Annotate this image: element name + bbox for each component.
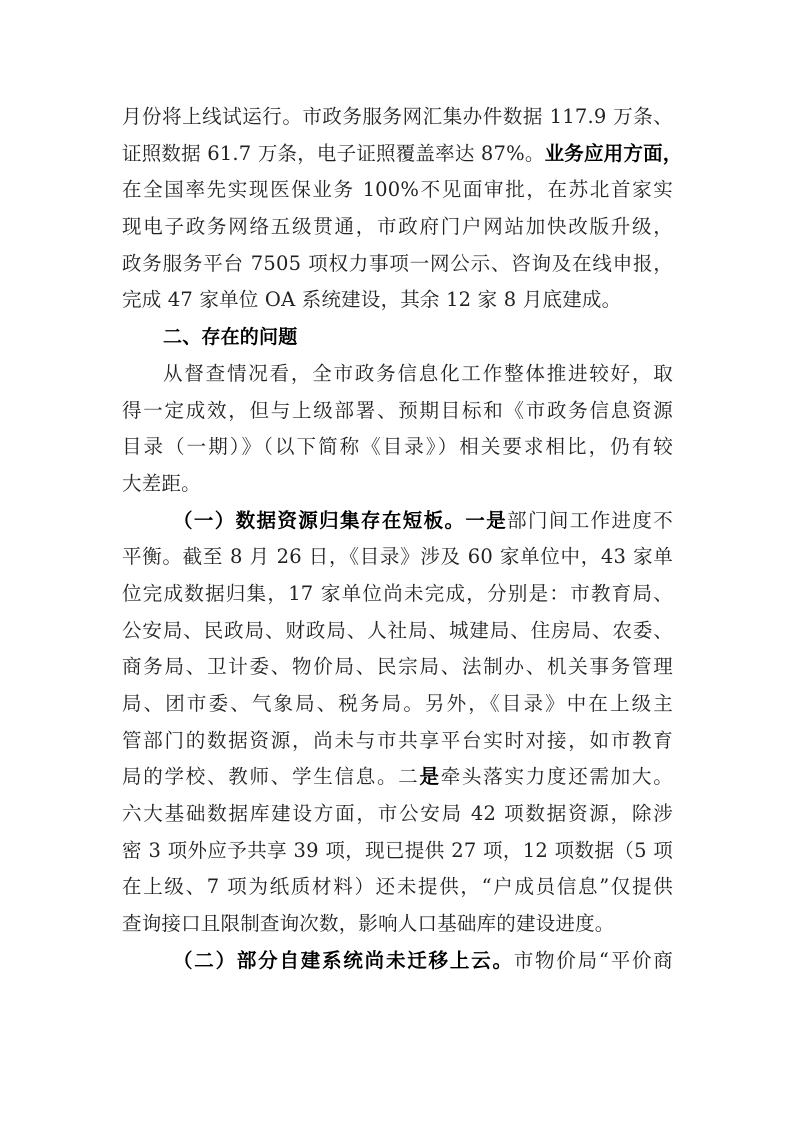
text-line: 管部门的数据资源，尚未与市共享平台实时对接，如市教育 [122, 728, 673, 752]
document-page [122, 99, 683, 980]
text-line: 政务服务平台 7505 项权力事项一网公示、咨询及在线申报， [122, 251, 673, 275]
subsection-title: （二）部分自建系统尚未迁移上云。 [173, 948, 514, 972]
text-line: 从督查情况看，全市政务信息化工作整体推进较好，取 [163, 361, 673, 385]
subsection-heading-line: （一）数据资源归集存在短板。一是部门间工作进度不 [173, 508, 673, 532]
text-line: 密 3 项外应予共享 39 项，现已提供 27 项，12 项数据（5 项 [122, 838, 673, 862]
text-line: 目录（一期）》（以下简称《目录》）相关要求相比，仍有较 [122, 435, 673, 459]
section-heading: 二、存在的问题 [163, 326, 298, 349]
bold-run: 是 [419, 765, 441, 789]
text-line: 在全国率先实现医保业务 100%不见面审批，在苏北首家实 [122, 178, 673, 202]
text-line: 平衡。截至 8 月 26 日，《目录》涉及 60 家单位中，43 家单 [122, 545, 673, 569]
text-line: 月份将上线试运行。市政务服务网汇集办件数据 117.9 万条、 [122, 105, 673, 128]
text-line: 证照数据 61.7 万条，电子证照覆盖率达 87%。业务应用方面， [122, 141, 683, 165]
text-line: 局的学校、教师、学生信息。二是牵头落实力度还需加大。 [122, 765, 674, 789]
text-line: 查询接口且限制查询次数，影响人口基础库的建设进度。 [122, 912, 615, 936]
bold-run: 业务应用方面， [544, 141, 683, 165]
text-line: 位完成数据归集，17 家单位尚未完成，分别是：市教育局、 [122, 581, 673, 605]
text-line: 局、团市委、气象局、税务局。另外，《目录》中在上级主 [122, 692, 673, 715]
bold-run: 一是 [465, 508, 508, 532]
text-line: 大差距。 [122, 471, 201, 495]
text-line: 在上级、7 项为纸质材料）还未提供，“户成员信息”仅提供 [122, 875, 673, 899]
text-line: 六大基础数据库建设方面，市公安局 42 项数据资源，除涉 [122, 802, 673, 826]
text-line: 公安局、民政局、财政局、人社局、城建局、住房局、农委、 [122, 618, 673, 642]
subsection-heading-line: （二）部分自建系统尚未迁移上云。市物价局“平价商 [173, 948, 673, 972]
text-line: 得一定成效，但与上级部署、预期目标和《市政务信息资源 [122, 398, 673, 422]
text-line: 现电子政务网络五级贯通，市政府门户网站加快改版升级， [122, 215, 673, 239]
text-line: 商务局、卫计委、物价局、民宗局、法制办、机关事务管理 [122, 655, 673, 679]
subsection-title: （一）数据资源归集存在短板。 [173, 508, 466, 532]
text-line: 完成 47 家单位 OA 系统建设，其余 12 家 8 月底建成。 [122, 288, 622, 312]
